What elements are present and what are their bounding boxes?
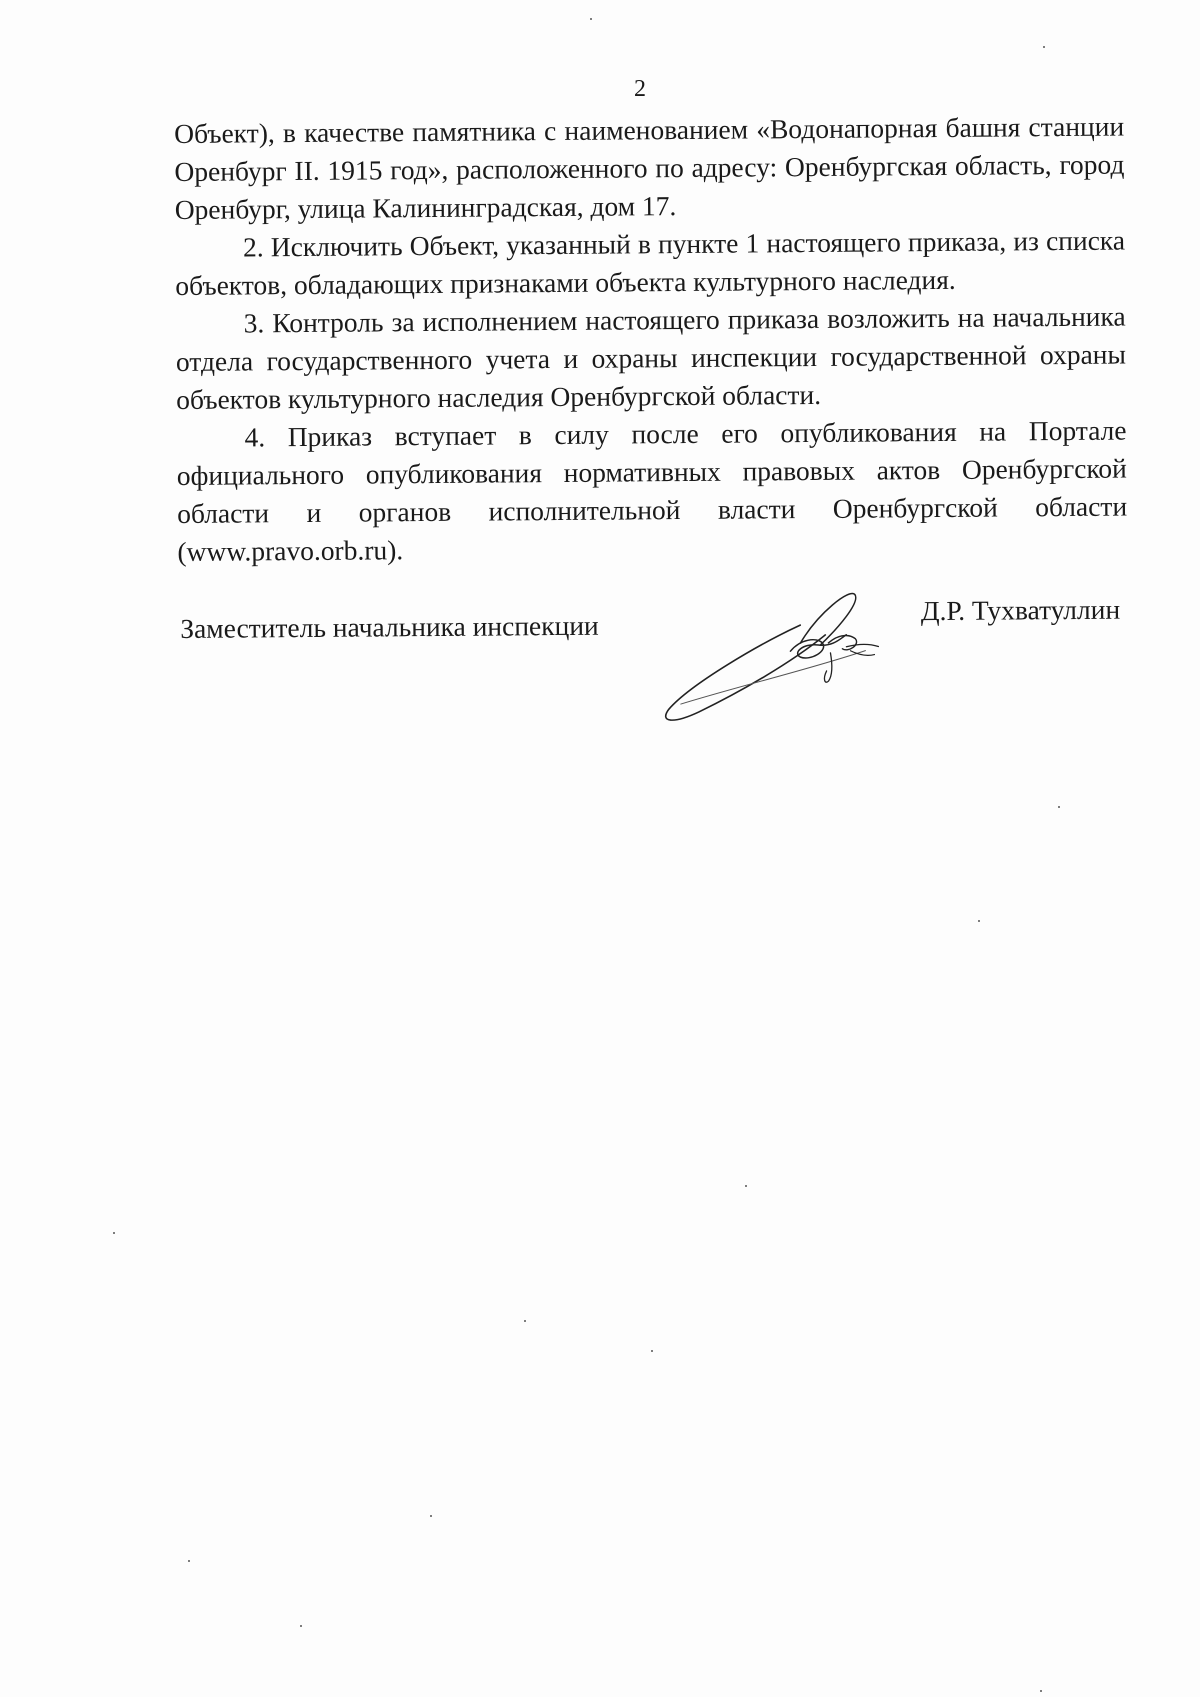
paragraph-item-3: 3. Контроль за исполнением настоящего приказа возложить на начальника отдела государственного учета и охраны инспекции государственной охраны объектов культурного наследия Оренбургской области. [175,300,1127,415]
paragraph-item-4: 4. Приказ вступает в силу после его опубликования на Портале официального опубликования нормативных правовых актов Оренбургской области и органов исполнительной власти Оренбургской области (www.pravo.orb.ru). [176,414,1128,567]
scan-speck [113,1232,115,1234]
scan-speck [1043,46,1045,48]
signature-block [180,591,1121,738]
scan-speck [430,1515,432,1517]
document-body [174,108,1128,571]
scan-speck [524,1320,526,1322]
scan-speck [1040,1690,1042,1692]
scan-speck [188,1560,190,1562]
scan-speck [1058,806,1060,808]
signer-name: Д.Р. Тухватуллин [920,593,1121,627]
scan-speck [590,18,592,20]
scan-speck [651,1350,653,1352]
signer-title: Заместитель начальника инспекции [180,609,599,644]
scan-speck [745,1185,747,1187]
scan-speck [978,920,980,922]
handwritten-signature [650,572,911,724]
scan-speck [300,1625,302,1627]
paragraph-item-2: 2. Исключить Объект, указанный в пункте 1 настоящего приказа, из списка объектов, обладающих признаками объекта культурного наследия. [175,224,1126,301]
page-number: 2 [634,76,646,102]
paragraph-continuation: Объект), в качестве памятника с наименованием «Водонапорная башня станции Оренбург II. 1915 год», расположенного по адресу: Оренбургская область, город Оренбург, улица Калининградская, дом 17. [174,110,1125,225]
